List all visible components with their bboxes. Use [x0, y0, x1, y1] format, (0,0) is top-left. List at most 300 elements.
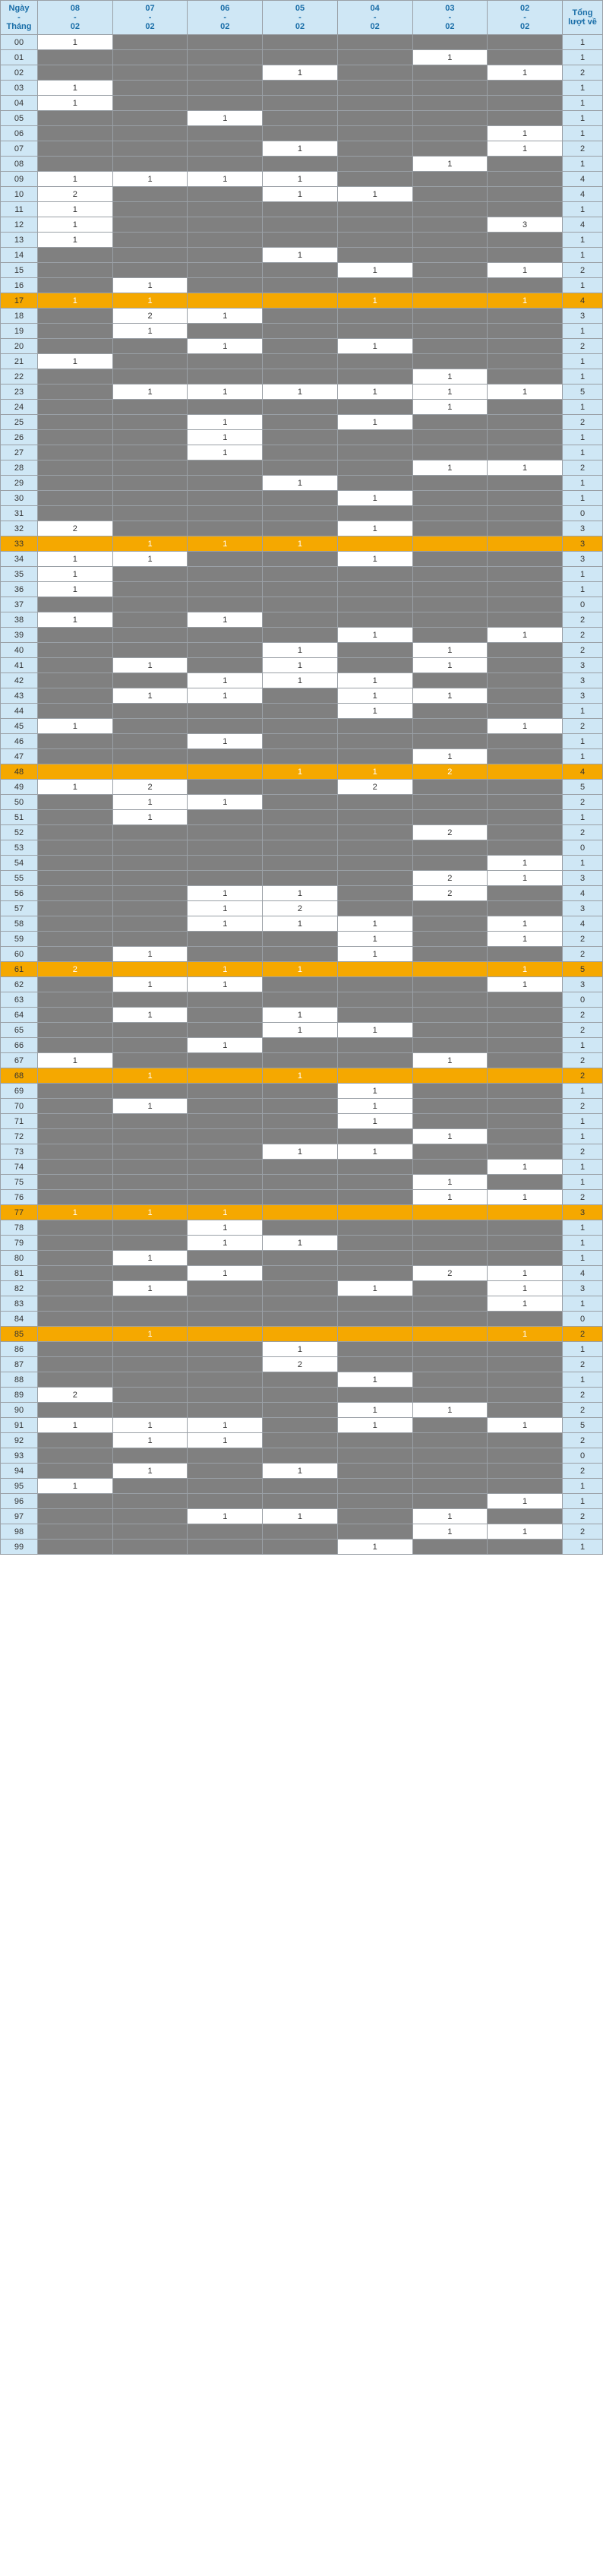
column-header-total: Tổng lượt về [563, 1, 603, 35]
cell-r69-c5 [412, 1084, 488, 1099]
cell-r1-c5: 1 [412, 50, 488, 65]
row-day-label: 54 [1, 856, 38, 871]
cell-r95-c6 [488, 1479, 563, 1494]
table-row [1, 1008, 603, 1023]
cell-r73-c2 [188, 1144, 263, 1160]
cell-r39-c3 [263, 628, 338, 643]
cell-r20-c4: 1 [337, 339, 412, 354]
table-row [1, 293, 603, 309]
cell-r30-c1 [112, 491, 188, 506]
cell-r91-c6: 1 [488, 1418, 563, 1433]
cell-r96-c0 [38, 1494, 113, 1509]
cell-r76-c4 [337, 1190, 412, 1205]
cell-r7-c2 [188, 141, 263, 157]
cell-r69-c0 [38, 1084, 113, 1099]
table-row [1, 932, 603, 947]
table-row [1, 764, 603, 780]
cell-r62-c4 [337, 977, 412, 992]
row-day-label: 61 [1, 962, 38, 977]
cell-r18-c1: 2 [112, 309, 188, 324]
cell-r51-c3 [263, 810, 338, 825]
row-total: 4 [563, 293, 603, 309]
row-day-label: 40 [1, 643, 38, 658]
cell-r63-c1 [112, 992, 188, 1008]
row-total: 0 [563, 597, 603, 612]
cell-r84-c6 [488, 1312, 563, 1327]
table-row [1, 962, 603, 977]
cell-r76-c1 [112, 1190, 188, 1205]
cell-r65-c2 [188, 1023, 263, 1038]
cell-r39-c2 [188, 628, 263, 643]
cell-r81-c4 [337, 1266, 412, 1281]
cell-r90-c4: 1 [337, 1403, 412, 1418]
cell-r7-c3: 1 [263, 141, 338, 157]
cell-r41-c0 [38, 658, 113, 673]
table-row [1, 734, 603, 749]
cell-r84-c0 [38, 1312, 113, 1327]
cell-r15-c3 [263, 263, 338, 278]
row-day-label: 82 [1, 1281, 38, 1296]
cell-r33-c6 [488, 536, 563, 552]
cell-r71-c2 [188, 1114, 263, 1129]
cell-r7-c6: 1 [488, 141, 563, 157]
cell-r97-c0 [38, 1509, 113, 1524]
cell-r2-c1 [112, 65, 188, 81]
cell-r51-c1: 1 [112, 810, 188, 825]
cell-r22-c3 [263, 369, 338, 385]
cell-r10-c1 [112, 187, 188, 202]
cell-r16-c4 [337, 278, 412, 293]
cell-r89-c4 [337, 1388, 412, 1403]
cell-r42-c4: 1 [337, 673, 412, 688]
cell-r31-c5 [412, 506, 488, 521]
cell-r31-c4 [337, 506, 412, 521]
row-day-label: 35 [1, 567, 38, 582]
cell-r94-c2 [188, 1464, 263, 1479]
cell-r60-c1: 1 [112, 947, 188, 962]
cell-r54-c0 [38, 856, 113, 871]
cell-r25-c2: 1 [188, 415, 263, 430]
cell-r37-c1 [112, 597, 188, 612]
row-day-label: 71 [1, 1114, 38, 1129]
cell-r82-c5 [412, 1281, 488, 1296]
row-day-label: 70 [1, 1099, 38, 1114]
row-total: 2 [563, 1509, 603, 1524]
cell-r30-c2 [188, 491, 263, 506]
column-header-day-month: Ngày - Tháng [1, 1, 38, 35]
table-row [1, 673, 603, 688]
cell-r20-c3 [263, 339, 338, 354]
cell-r56-c5: 2 [412, 886, 488, 901]
table-row [1, 157, 603, 172]
table-row [1, 567, 603, 582]
row-total: 1 [563, 1084, 603, 1099]
cell-r98-c2 [188, 1524, 263, 1540]
row-total: 3 [563, 901, 603, 916]
cell-r44-c0 [38, 704, 113, 719]
cell-r7-c1 [112, 141, 188, 157]
cell-r89-c1 [112, 1388, 188, 1403]
row-day-label: 06 [1, 126, 38, 141]
cell-r43-c4: 1 [337, 688, 412, 704]
cell-r53-c3 [263, 840, 338, 856]
cell-r49-c4: 2 [337, 780, 412, 795]
cell-r86-c2 [188, 1342, 263, 1357]
cell-r93-c0 [38, 1448, 113, 1464]
cell-r92-c4 [337, 1433, 412, 1448]
row-total: 2 [563, 1023, 603, 1038]
cell-r37-c3 [263, 597, 338, 612]
row-total: 2 [563, 65, 603, 81]
cell-r19-c5 [412, 324, 488, 339]
cell-r65-c6 [488, 1023, 563, 1038]
cell-r79-c5 [412, 1236, 488, 1251]
cell-r0-c2 [188, 35, 263, 50]
cell-r16-c5 [412, 278, 488, 293]
cell-r32-c0: 2 [38, 521, 113, 536]
cell-r78-c1 [112, 1220, 188, 1236]
table-row [1, 1084, 603, 1099]
cell-r44-c2 [188, 704, 263, 719]
table-row [1, 1038, 603, 1053]
row-total: 1 [563, 1342, 603, 1357]
cell-r60-c3 [263, 947, 338, 962]
row-total: 1 [563, 1175, 603, 1190]
cell-r83-c2 [188, 1296, 263, 1312]
cell-r37-c6 [488, 597, 563, 612]
row-day-label: 09 [1, 172, 38, 187]
row-total: 2 [563, 1357, 603, 1372]
column-header-date-3: 06 - 02 [188, 1, 263, 35]
table-row [1, 1388, 603, 1403]
cell-r98-c5: 1 [412, 1524, 488, 1540]
cell-r37-c5 [412, 597, 488, 612]
cell-r23-c0 [38, 385, 113, 400]
cell-r56-c4 [337, 886, 412, 901]
cell-r4-c3 [263, 96, 338, 111]
row-total: 2 [563, 263, 603, 278]
cell-r87-c0 [38, 1357, 113, 1372]
cell-r91-c3 [263, 1418, 338, 1433]
cell-r53-c5 [412, 840, 488, 856]
cell-r49-c6 [488, 780, 563, 795]
table-row [1, 1129, 603, 1144]
cell-r22-c0 [38, 369, 113, 385]
cell-r62-c0 [38, 977, 113, 992]
cell-r17-c4: 1 [337, 293, 412, 309]
row-total: 1 [563, 704, 603, 719]
cell-r77-c3 [263, 1205, 338, 1220]
row-total: 2 [563, 947, 603, 962]
table-row [1, 688, 603, 704]
cell-r43-c5: 1 [412, 688, 488, 704]
cell-r94-c3: 1 [263, 1464, 338, 1479]
row-day-label: 83 [1, 1296, 38, 1312]
cell-r5-c4 [337, 111, 412, 126]
row-day-label: 37 [1, 597, 38, 612]
cell-r84-c5 [412, 1312, 488, 1327]
cell-r56-c1 [112, 886, 188, 901]
row-total: 2 [563, 1190, 603, 1205]
cell-r29-c6 [488, 476, 563, 491]
cell-r50-c2: 1 [188, 795, 263, 810]
cell-r83-c4 [337, 1296, 412, 1312]
cell-r42-c1 [112, 673, 188, 688]
row-day-label: 03 [1, 81, 38, 96]
cell-r26-c3 [263, 430, 338, 445]
cell-r81-c3 [263, 1266, 338, 1281]
cell-r73-c5 [412, 1144, 488, 1160]
cell-r82-c0 [38, 1281, 113, 1296]
table-row [1, 445, 603, 460]
cell-r96-c6: 1 [488, 1494, 563, 1509]
cell-r66-c3 [263, 1038, 338, 1053]
cell-r67-c4 [337, 1053, 412, 1068]
cell-r73-c1 [112, 1144, 188, 1160]
cell-r7-c0 [38, 141, 113, 157]
cell-r66-c5 [412, 1038, 488, 1053]
cell-r3-c1 [112, 81, 188, 96]
cell-r84-c4 [337, 1312, 412, 1327]
cell-r50-c4 [337, 795, 412, 810]
cell-r48-c1 [112, 764, 188, 780]
cell-r6-c0 [38, 126, 113, 141]
cell-r14-c4 [337, 248, 412, 263]
row-total: 1 [563, 1114, 603, 1129]
cell-r39-c5 [412, 628, 488, 643]
cell-r99-c2 [188, 1540, 263, 1555]
cell-r12-c2 [188, 217, 263, 233]
cell-r15-c6: 1 [488, 263, 563, 278]
cell-r98-c3 [263, 1524, 338, 1540]
cell-r42-c5 [412, 673, 488, 688]
cell-r72-c5: 1 [412, 1129, 488, 1144]
cell-r52-c2 [188, 825, 263, 840]
cell-r3-c2 [188, 81, 263, 96]
cell-r2-c5 [412, 65, 488, 81]
row-day-label: 34 [1, 552, 38, 567]
cell-r45-c4 [337, 719, 412, 734]
cell-r83-c3 [263, 1296, 338, 1312]
cell-r75-c5: 1 [412, 1175, 488, 1190]
cell-r21-c3 [263, 354, 338, 369]
cell-r62-c6: 1 [488, 977, 563, 992]
cell-r13-c6 [488, 233, 563, 248]
cell-r13-c1 [112, 233, 188, 248]
cell-r75-c1 [112, 1175, 188, 1190]
cell-r92-c1: 1 [112, 1433, 188, 1448]
column-header-date-1: 08 - 02 [38, 1, 113, 35]
table-row [1, 643, 603, 658]
table-row [1, 1312, 603, 1327]
table-row [1, 354, 603, 369]
cell-r21-c0: 1 [38, 354, 113, 369]
cell-r7-c5 [412, 141, 488, 157]
cell-r73-c0 [38, 1144, 113, 1160]
cell-r0-c1 [112, 35, 188, 50]
cell-r13-c3 [263, 233, 338, 248]
cell-r93-c3 [263, 1448, 338, 1464]
cell-r89-c3 [263, 1388, 338, 1403]
cell-r81-c6: 1 [488, 1266, 563, 1281]
cell-r12-c4 [337, 217, 412, 233]
row-day-label: 07 [1, 141, 38, 157]
cell-r9-c5 [412, 172, 488, 187]
cell-r17-c1: 1 [112, 293, 188, 309]
cell-r24-c3 [263, 400, 338, 415]
cell-r17-c3 [263, 293, 338, 309]
row-day-label: 10 [1, 187, 38, 202]
cell-r22-c5: 1 [412, 369, 488, 385]
cell-r48-c3: 1 [263, 764, 338, 780]
cell-r31-c6 [488, 506, 563, 521]
table-row [1, 35, 603, 50]
row-total: 5 [563, 962, 603, 977]
table-row [1, 400, 603, 415]
cell-r75-c4 [337, 1175, 412, 1190]
cell-r59-c1 [112, 932, 188, 947]
cell-r7-c4 [337, 141, 412, 157]
cell-r80-c6 [488, 1251, 563, 1266]
cell-r64-c0 [38, 1008, 113, 1023]
table-row [1, 810, 603, 825]
cell-r3-c0: 1 [38, 81, 113, 96]
cell-r36-c4 [337, 582, 412, 597]
table-row [1, 1403, 603, 1418]
cell-r98-c6: 1 [488, 1524, 563, 1540]
cell-r52-c6 [488, 825, 563, 840]
row-day-label: 93 [1, 1448, 38, 1464]
row-day-label: 69 [1, 1084, 38, 1099]
cell-r65-c4: 1 [337, 1023, 412, 1038]
cell-r89-c0: 2 [38, 1388, 113, 1403]
row-day-label: 41 [1, 658, 38, 673]
cell-r46-c6 [488, 734, 563, 749]
cell-r49-c1: 2 [112, 780, 188, 795]
cell-r79-c3: 1 [263, 1236, 338, 1251]
table-row [1, 840, 603, 856]
row-total: 1 [563, 202, 603, 217]
cell-r16-c0 [38, 278, 113, 293]
table-row [1, 992, 603, 1008]
cell-r6-c3 [263, 126, 338, 141]
row-total: 1 [563, 1540, 603, 1555]
cell-r4-c5 [412, 96, 488, 111]
cell-r14-c5 [412, 248, 488, 263]
cell-r61-c3: 1 [263, 962, 338, 977]
cell-r83-c1 [112, 1296, 188, 1312]
cell-r30-c3 [263, 491, 338, 506]
cell-r44-c6 [488, 704, 563, 719]
row-day-label: 95 [1, 1479, 38, 1494]
cell-r96-c5 [412, 1494, 488, 1509]
cell-r39-c4: 1 [337, 628, 412, 643]
cell-r59-c2 [188, 932, 263, 947]
cell-r21-c4 [337, 354, 412, 369]
row-total: 2 [563, 1433, 603, 1448]
cell-r93-c5 [412, 1448, 488, 1464]
cell-r80-c3 [263, 1251, 338, 1266]
cell-r49-c5 [412, 780, 488, 795]
cell-r8-c6 [488, 157, 563, 172]
row-total: 1 [563, 324, 603, 339]
cell-r40-c4 [337, 643, 412, 658]
cell-r35-c1 [112, 567, 188, 582]
cell-r4-c6 [488, 96, 563, 111]
table-row [1, 582, 603, 597]
cell-r63-c2 [188, 992, 263, 1008]
table-row [1, 612, 603, 628]
table-row [1, 81, 603, 96]
row-day-label: 28 [1, 460, 38, 476]
cell-r78-c5 [412, 1220, 488, 1236]
cell-r19-c2 [188, 324, 263, 339]
cell-r95-c5 [412, 1479, 488, 1494]
cell-r30-c6 [488, 491, 563, 506]
cell-r47-c3 [263, 749, 338, 764]
cell-r88-c1 [112, 1372, 188, 1388]
cell-r26-c2: 1 [188, 430, 263, 445]
cell-r40-c2 [188, 643, 263, 658]
row-day-label: 25 [1, 415, 38, 430]
cell-r67-c3 [263, 1053, 338, 1068]
table-row [1, 1448, 603, 1464]
cell-r14-c0 [38, 248, 113, 263]
cell-r95-c4 [337, 1479, 412, 1494]
cell-r3-c5 [412, 81, 488, 96]
cell-r36-c1 [112, 582, 188, 597]
cell-r38-c4 [337, 612, 412, 628]
row-day-label: 80 [1, 1251, 38, 1266]
row-day-label: 53 [1, 840, 38, 856]
cell-r70-c2 [188, 1099, 263, 1114]
cell-r54-c6: 1 [488, 856, 563, 871]
cell-r94-c0 [38, 1464, 113, 1479]
cell-r23-c4: 1 [337, 385, 412, 400]
cell-r44-c4: 1 [337, 704, 412, 719]
cell-r57-c5 [412, 901, 488, 916]
cell-r93-c2 [188, 1448, 263, 1464]
row-total: 2 [563, 1068, 603, 1084]
cell-r96-c1 [112, 1494, 188, 1509]
row-total: 1 [563, 582, 603, 597]
cell-r47-c1 [112, 749, 188, 764]
table-row [1, 506, 603, 521]
table-row [1, 658, 603, 673]
table-row [1, 339, 603, 354]
cell-r64-c6 [488, 1008, 563, 1023]
cell-r99-c0 [38, 1540, 113, 1555]
row-total: 1 [563, 111, 603, 126]
cell-r32-c6 [488, 521, 563, 536]
row-total: 2 [563, 339, 603, 354]
cell-r29-c1 [112, 476, 188, 491]
cell-r12-c1 [112, 217, 188, 233]
cell-r39-c1 [112, 628, 188, 643]
row-day-label: 32 [1, 521, 38, 536]
row-total: 3 [563, 673, 603, 688]
row-day-label: 50 [1, 795, 38, 810]
table-row [1, 1160, 603, 1175]
cell-r97-c1 [112, 1509, 188, 1524]
cell-r67-c5: 1 [412, 1053, 488, 1068]
cell-r76-c6: 1 [488, 1190, 563, 1205]
cell-r60-c5 [412, 947, 488, 962]
cell-r35-c5 [412, 567, 488, 582]
table-row [1, 795, 603, 810]
cell-r14-c6 [488, 248, 563, 263]
cell-r48-c2 [188, 764, 263, 780]
